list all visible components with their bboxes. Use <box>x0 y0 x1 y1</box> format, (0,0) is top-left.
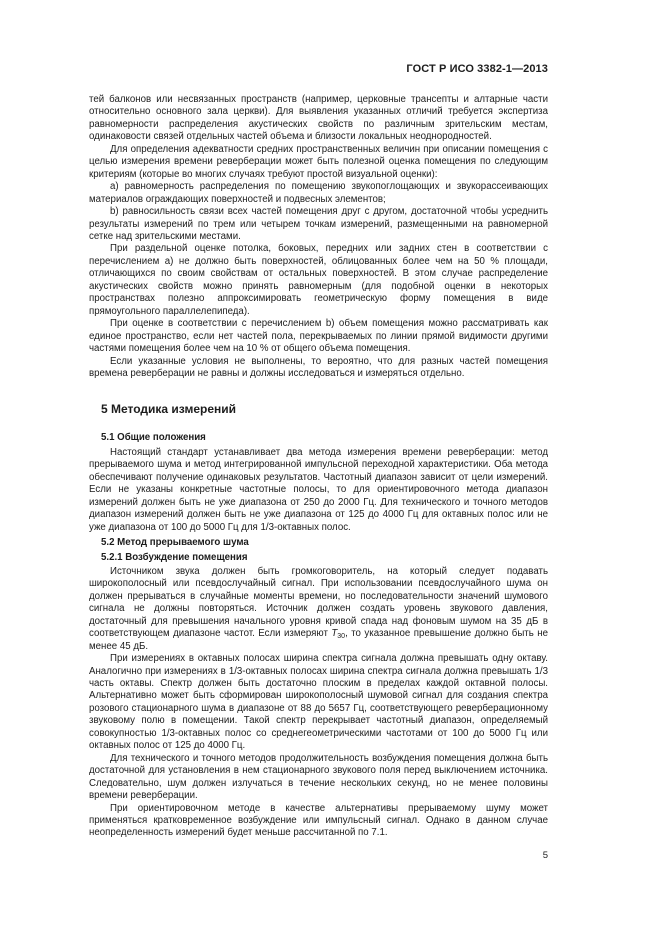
paragraph: При раздельной оценке потолка, боковых, передних или задних стен в соответствии с перечислением а) не должно быть поверхностей, облицованных более чем на 50 % площади, отличающихся по своим свойствам от остальных поверхностей. В этом случае распределение акустических свойств можно принять равномерным (для подобной оценки в некоторых пространствах полезно аппроксимировать геометрическую форму помещения в виде прямоугольного параллелепипеда). <box>89 243 548 317</box>
text: Источником звука должен быть громкоговоритель, на который следует подавать широкополосный или псевдослучайный сигнал. При использовании псевдослучайного шума он должен прерываться в случайные моменты времени, но последовательности значений шумового сигнала не должны повторяться. Источник должен создать уровень звукового давления, достаточный для превышения начального уровня кривой спада над фоновым шумом на 35 дБ в соответствующем диапазоне частот. Если измеряют <box>89 565 548 640</box>
text: , то указанное превышение должно быть не менее 45 дБ. <box>89 628 548 652</box>
paragraph <box>89 566 548 653</box>
list-item: a) равномерность распределения по помещению звукопоглощающих и звукорассеивающих материалов ограждающих поверхностей и подвесных элементов; <box>89 181 548 205</box>
paragraph: тей балконов или несвязанных пространств (например, церковные трансепты и алтарные части относительно основного зала церкви). Для выявления указанных отличий требуется экспертиза равномерности распределения акустических свойств по различным зрительским местам, одинаковости связей отдельных частей объема и близости локальных неоднородностей. <box>89 94 548 143</box>
subsection-heading: 5.2 Метод прерываемого шума <box>101 537 249 549</box>
paragraph: При ориентировочном методе в качестве альтернативы прерываемому шуму может применяться кратковременное возбуждение или импульсный сигнал. Однако в данном случае неопределенность измерений будет меньше рассчитанной по 7.1. <box>89 802 548 839</box>
document-header: ГОСТ Р ИСО 3382-1—2013 <box>406 63 548 75</box>
section-heading: 5 Методика измерений <box>101 402 237 417</box>
subsection-heading: 5.2.1 Возбуждение помещения <box>101 551 248 563</box>
paragraph: Для технического и точного методов продолжительность возбуждения помещения должна быть достаточной для установления в нем стационарного звукового поля перед выключением источника. Следовательно, шум должен излучаться в течение нескольких секунд, но не менее половины времени реверберации. <box>89 752 548 802</box>
symbol: T <box>331 628 338 640</box>
subscript: 30 <box>337 633 346 641</box>
page-body <box>89 94 548 840</box>
paragraph: При оценке в соответствии с перечислением b) объем помещения можно рассматривать как единое пространство, если нет частей пола, перекрываемых по линии прямой видимости другими частями помещения более чем на 10 % от общего объема помещения. <box>89 318 548 355</box>
page-number: 5 <box>542 850 548 861</box>
list-item: b) равносильность связи всех частей помещения друг с другом, достаточной чтобы усреднить результаты измерений по трем или четырем точкам измерений, размещенными на равномерной сетке над зрительскими местами. <box>89 206 548 242</box>
subsection-heading: 5.1 Общие положения <box>101 432 206 444</box>
paragraph: Для определения адекватности средних пространственных величин при описании помещения с целью измерения времени реверберации может быть полезной оценка помещения по следующим критериям (которые во многих случаях требуют простой визуальной оценки): <box>89 143 548 180</box>
paragraph: Настоящий стандарт устанавливает два метода измерения времени реверберации: метод прерываемого шума и метод интегрированной импульсной переходной характеристики. Оба метода обеспечивают получение одинаковых результатов. Частотный диапазон зависит от цели измерений. Если не указаны конкретные частотные полосы, то для ориентировочного метода диапазон измерений должен быть не уже диапазона от 250 до 2000 Гц. Для технического и точного методов диапазон измерений должен быть не уже диапазона от 125 до 4000 Гц для октавных полос или не уже диапазона от 100 до 5000 Гц для 1/3-октавных полос. <box>89 446 548 533</box>
paragraph: При измерениях в октавных полосах ширина спектра сигнала должна превышать одну октаву. Аналогично при измерениях в 1/3-октавных полосах ширина спектра сигнала должна превышать 1/3 часть октавы. Спектр должен быть достаточно плоским в пределах каждой октавной полосы. Альтернативно может быть сформирован широкополосный шумовой сигнал для создания спектра розового стационарного шума в диапазоне от 88 до 5657 Гц, соответствующего реверберационному звуковому полю в помещении. Такой спектр перекрывает частотный диапазон, определяемый совокупностью 1/3-октавных полос со среднегеометрическими частотами от 100 до 5000 Гц или октавных полос от 125 до 4000 Гц. <box>89 653 548 752</box>
paragraph: Если указанные условия не выполнены, то вероятно, что для разных частей помещения времена реверберации не равны и должны исследоваться и измеряться отдельно. <box>89 355 548 379</box>
